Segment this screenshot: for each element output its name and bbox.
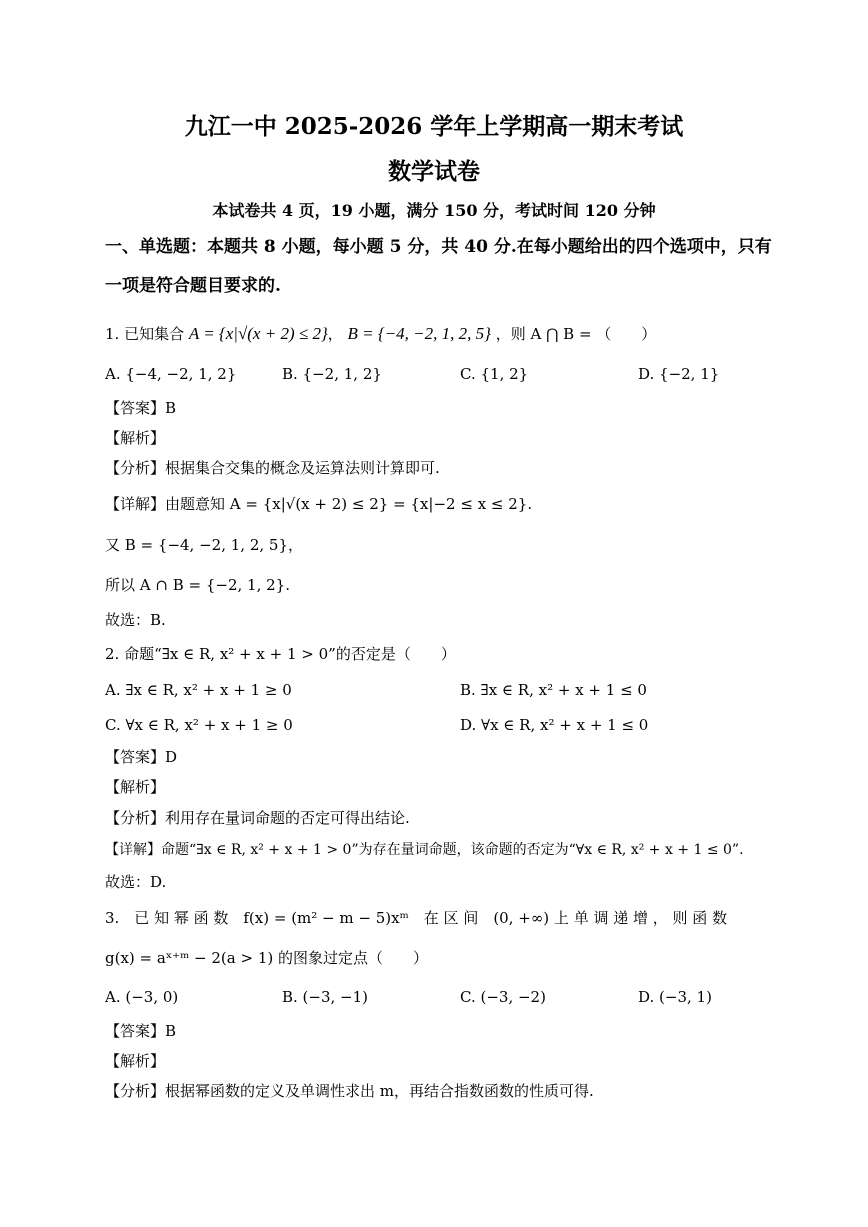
q1-option-a: A. {−4, −2, 1, 2}: [105, 365, 237, 383]
q1-ask: ，则 A ⋂ B = （ ）: [495, 325, 657, 343]
q1-option-c: C. {1, 2}: [460, 365, 529, 383]
q1-fenxi: 【分析】根据集合交集的概念及运算法则计算即可.: [105, 459, 440, 477]
q1-jiexi: 【解析】: [105, 429, 166, 447]
q2-stem: 2. 命题“∃x ∈ R, x² + x + 1 > 0”的否定是（ ）: [105, 645, 456, 663]
q2-answer: 【答案】D: [105, 748, 178, 766]
q1-answer: 【答案】B: [105, 399, 177, 417]
q1-step3: 所以 A ∩ B = {−2, 1, 2}.: [105, 576, 290, 594]
q1-choose: 故选：B.: [105, 611, 166, 629]
q3-jiexi: 【解析】: [105, 1052, 166, 1070]
q1-set-a: A = {x|√(x + 2) ≤ 2}: [188, 324, 328, 343]
q2-option-d: D. ∀x ∈ R, x² + x + 1 ≤ 0: [460, 716, 649, 734]
q3-fenxi: 【分析】根据幂函数的定义及单调性求出 m，再结合指数函数的性质可得.: [105, 1082, 594, 1100]
q3-stem-line1: 3. 已 知 幂 函 数 f(x) = (m² − m − 5)xᵐ 在 区 间 (0, +∞) 上 单 调 递 增 ， 则 函 数: [105, 909, 728, 927]
q1-option-d: D. {−2, 1}: [638, 365, 720, 383]
section1-heading-line1: 一、单选题：本题共 8 小题，每小题 5 分，共 40 分.在每小题给出的四个选项中，只有: [105, 237, 772, 257]
exam-info: 本试卷共 4 页，19 小题，满分 150 分，考试时间 120 分钟: [212, 201, 656, 220]
q2-choose: 故选：D.: [105, 873, 167, 891]
q3-option-d: D. (−3, 1): [638, 988, 712, 1006]
q2-jiexi: 【解析】: [105, 778, 166, 796]
q3-option-c: C. (−3, −2): [460, 988, 546, 1006]
q2-option-c: C. ∀x ∈ R, x² + x + 1 ≥ 0: [105, 716, 293, 734]
q1-set-b: B = {−4, −2, 1, 2, 5}: [347, 324, 491, 343]
exam-subtitle: 数学试卷: [388, 158, 480, 185]
q3-option-a: A. (−3, 0): [105, 988, 179, 1006]
q3-option-b: B. (−3, −1): [282, 988, 369, 1006]
q1-step2: 又 B = {−4, −2, 1, 2, 5}，: [105, 536, 303, 554]
q2-fenxi: 【分析】利用存在量词命题的否定可得出结论.: [105, 809, 410, 827]
q2-option-a: A. ∃x ∈ R, x² + x + 1 ≥ 0: [105, 681, 292, 699]
exam-title: 九江一中 2025-2026 学年上学期高一期末考试: [184, 113, 684, 140]
q3-answer: 【答案】B: [105, 1022, 177, 1040]
q3-stem-line2: g(x) = aˣ⁺ᵐ − 2(a > 1) 的图象过定点（ ）: [105, 949, 428, 967]
q1-xiangjie: 【详解】由题意知 A = {x|√(x + 2) ≤ 2} = {x|−2 ≤ x ≤ 2}.: [105, 495, 533, 513]
q1-stem-prefix: 1. 已知集合: [105, 325, 185, 343]
q2-option-b: B. ∃x ∈ R, x² + x + 1 ≤ 0: [460, 681, 647, 699]
q1-stem: 1. 已知集合 A = {x|√(x + 2) ≤ 2}， B = {−4, −2, 1, 2, 5} ，则 A ⋂ B = （ ）: [105, 324, 657, 343]
q1-option-b: B. {−2, 1, 2}: [282, 365, 382, 383]
section1-heading-line2: 一项是符合题目要求的.: [105, 276, 281, 296]
q2-xiangjie: 【详解】命题“∃x ∈ R, x² + x + 1 > 0”为存在量词命题，该命题的否定为“∀x ∈ R, x² + x + 1 ≤ 0”.: [105, 842, 744, 858]
